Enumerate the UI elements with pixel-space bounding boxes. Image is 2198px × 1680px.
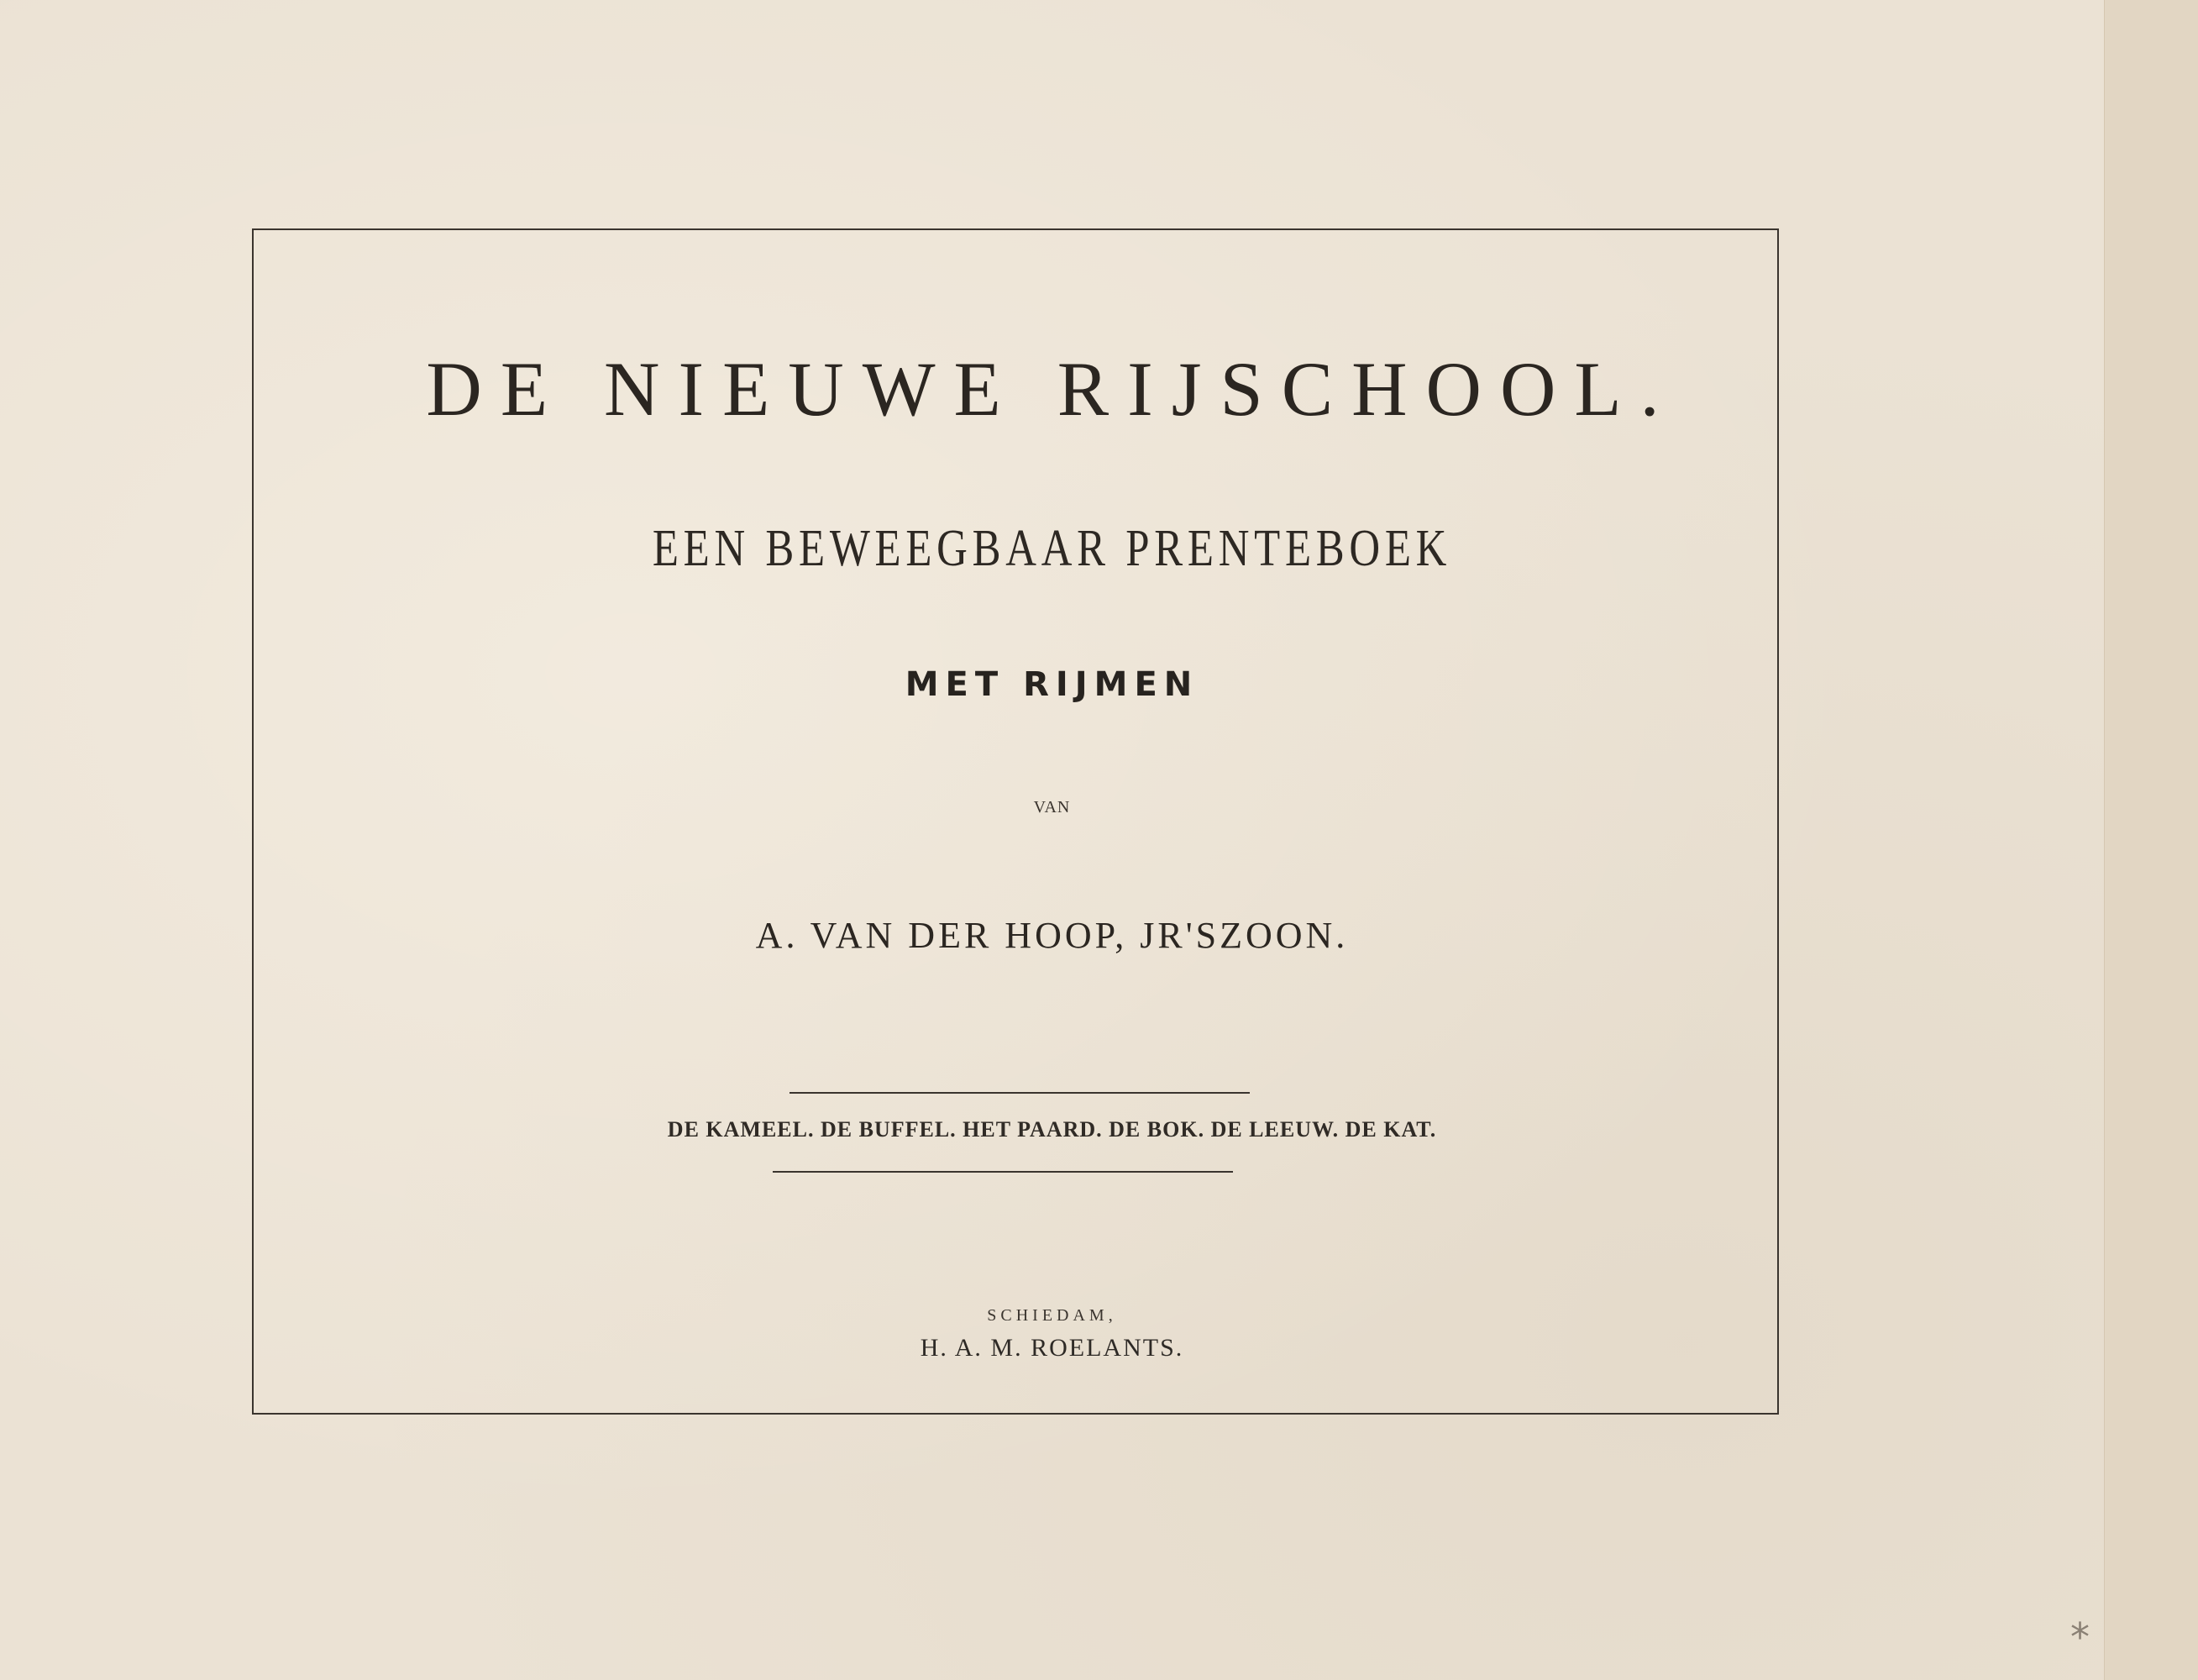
bottom-rule [773,1171,1233,1173]
publication-place: SCHIEDAM, [987,1306,1117,1325]
underlying-page-edge [2104,0,2198,1680]
rhymes-line: MET RIJMEN [905,665,1199,704]
author-name: A. VAN DER HOOP, JR'SZOON. [755,915,1349,956]
shelfmark-mark: * [2070,1614,2090,1660]
animals-list: DE KAMEEL. DE BUFFEL. HET PAARD. DE BOK. DE LEEUW. DE KAT. [667,1117,1437,1142]
publisher-name: H. A. M. ROELANTS. [920,1334,1184,1362]
top-rule [789,1092,1250,1094]
book-title: DE NIEUWE RIJSCHOOL. [426,346,1678,432]
by-line: VAN [1033,798,1071,816]
book-subtitle: EEN BEWEEGBAAR PRENTEBOEK [652,520,1452,577]
